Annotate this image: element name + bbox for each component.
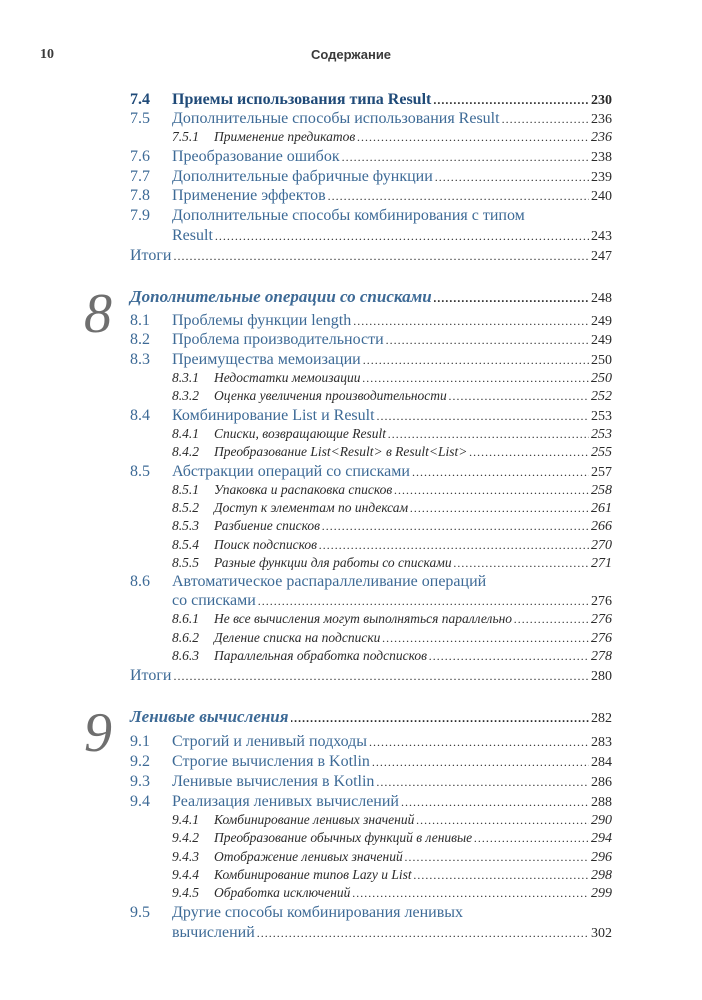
entry-number: 8.4 xyxy=(130,407,150,424)
dot-leader xyxy=(410,501,589,516)
dot-leader xyxy=(357,130,589,145)
dot-leader xyxy=(474,831,589,846)
toc-entry-continuation[interactable] xyxy=(130,924,612,944)
entry-title: со списками xyxy=(172,592,256,609)
dot-leader xyxy=(319,538,589,553)
entry-title: Автоматическое распараллеливание операций xyxy=(172,573,487,590)
toc-subentry[interactable] xyxy=(130,482,612,502)
dot-leader xyxy=(433,93,589,108)
entry-page: 252 xyxy=(591,389,612,404)
entry-number: 9.3 xyxy=(130,773,150,790)
toc-subentry[interactable] xyxy=(130,630,612,650)
entry-number: 8.2 xyxy=(130,331,150,348)
entry-page: 243 xyxy=(591,229,612,244)
dot-leader xyxy=(322,519,589,534)
entry-number: 8.3 xyxy=(130,351,150,368)
entry-number: 8.5.3 xyxy=(172,518,199,533)
entry-number: 9.4 xyxy=(130,793,150,810)
entry-number: 8.6.3 xyxy=(172,648,199,663)
dot-leader xyxy=(328,189,589,204)
entry-number: 8.5.5 xyxy=(172,555,199,570)
dot-leader xyxy=(215,229,589,244)
entry-title: Преимущества мемоизации xyxy=(172,351,361,368)
dot-leader xyxy=(353,314,589,329)
entry-number: 8.4.1 xyxy=(172,426,199,441)
dot-leader xyxy=(405,850,589,865)
entry-page: 286 xyxy=(591,775,612,790)
entry-page: 257 xyxy=(591,465,612,480)
entry-page: 288 xyxy=(591,795,612,810)
dot-leader xyxy=(257,926,589,941)
entry-title: Реализация ленивых вычислений xyxy=(172,793,399,810)
dot-leader xyxy=(369,735,589,750)
toc-entry[interactable] xyxy=(130,91,612,111)
entry-title: Строгие вычисления в Kotlin xyxy=(172,753,370,770)
dot-leader xyxy=(394,483,589,498)
entry-page: 283 xyxy=(591,735,612,750)
entry-page: 271 xyxy=(591,556,612,571)
dot-leader xyxy=(449,389,589,404)
entry-page: 250 xyxy=(591,371,612,386)
entry-page: 236 xyxy=(591,130,612,145)
entry-page: 236 xyxy=(591,112,612,127)
toc-subentry[interactable] xyxy=(130,370,612,390)
toc-entry[interactable] xyxy=(130,207,612,227)
toc-subentry[interactable] xyxy=(130,388,612,408)
dot-leader xyxy=(401,795,589,810)
entry-title: Комбинирование типов Lazy и List xyxy=(214,867,412,882)
entry-title: Обработка исключений xyxy=(214,885,351,900)
entry-title: Дополнительные фабричные функции xyxy=(172,168,433,185)
entry-number: 7.8 xyxy=(130,187,150,204)
entry-title: Поиск подсписков xyxy=(214,537,317,552)
entry-page: 276 xyxy=(591,612,612,627)
toc-subentry[interactable] xyxy=(130,426,612,446)
toc-chapter[interactable] xyxy=(130,287,612,309)
entry-title: Проблемы функции length xyxy=(172,312,352,329)
entry-page: 280 xyxy=(591,669,612,684)
entry-title: Разбиение списков xyxy=(214,518,320,533)
toc-subentry[interactable] xyxy=(130,537,612,557)
toc-entry[interactable] xyxy=(130,187,612,207)
dot-leader xyxy=(352,886,589,901)
entry-page: 270 xyxy=(591,538,612,553)
chapter-number: 8 xyxy=(84,283,112,345)
dot-leader xyxy=(412,465,589,480)
toc-entry[interactable] xyxy=(130,573,612,593)
entry-page: 249 xyxy=(591,314,612,329)
entry-title: Оценка увеличения производительности xyxy=(214,388,447,403)
entry-title: Деление списка на подсписки xyxy=(214,630,381,645)
entry-page: 230 xyxy=(591,93,612,108)
entry-title: Дополнительные способы использования Result xyxy=(172,110,500,127)
dot-leader xyxy=(372,755,589,770)
entry-title: Проблема производительности xyxy=(172,331,384,348)
entry-number: 7.6 xyxy=(130,148,150,165)
dot-leader xyxy=(388,427,589,442)
toc-subentry[interactable] xyxy=(130,867,612,887)
entry-number: 9.1 xyxy=(130,733,150,750)
entry-page: 247 xyxy=(591,249,612,264)
entry-title: Комбинирование List и Result xyxy=(172,407,375,424)
entry-page: 240 xyxy=(591,189,612,204)
entry-title: Списки, возвращающие Result xyxy=(214,426,387,441)
entry-page: 278 xyxy=(591,649,612,664)
dot-leader xyxy=(258,594,589,609)
toc-entry[interactable] xyxy=(130,331,612,351)
dot-leader xyxy=(454,556,589,571)
entry-title: Применение предикатов xyxy=(214,129,356,144)
entry-title: Преобразование ошибок xyxy=(172,148,340,165)
entry-number: 9.2 xyxy=(130,753,150,770)
entry-page: 276 xyxy=(591,631,612,646)
entry-title: Итоги xyxy=(130,667,172,684)
dot-leader xyxy=(416,813,589,828)
entry-page: 296 xyxy=(591,850,612,865)
entry-title: Строгий и ленивый подходы xyxy=(172,733,368,750)
toc-subentry[interactable] xyxy=(130,555,612,575)
chapter-page: 248 xyxy=(591,291,612,306)
entry-page: 302 xyxy=(591,926,612,941)
entry-page: 239 xyxy=(591,170,612,185)
entry-number: 9.4.4 xyxy=(172,867,199,882)
entry-title: Параллельная обработка подсписков xyxy=(214,648,428,663)
entry-title: Разные функции для работы со списками xyxy=(214,555,452,570)
chapter-number: 9 xyxy=(84,702,112,764)
toc-entry[interactable] xyxy=(130,793,612,813)
toc-entry-continuation[interactable] xyxy=(130,227,612,247)
toc-entry[interactable] xyxy=(130,463,612,483)
entry-page: 299 xyxy=(591,886,612,901)
entry-number: 8.6.2 xyxy=(172,630,199,645)
toc-chapter[interactable] xyxy=(130,707,612,729)
toc-subentry[interactable] xyxy=(130,648,612,668)
toc-entry[interactable] xyxy=(130,733,612,753)
chapter-title: Ленивые вычисления xyxy=(130,707,289,726)
entry-title: вычислений xyxy=(172,924,255,941)
entry-page: 253 xyxy=(591,409,612,424)
dot-leader xyxy=(469,445,589,460)
entry-title: Упаковка и распаковка списков xyxy=(214,482,393,497)
toc-subentry[interactable] xyxy=(130,885,612,905)
toc-entry[interactable] xyxy=(130,168,612,188)
entry-page: 298 xyxy=(591,868,612,883)
toc-entry[interactable] xyxy=(130,148,612,168)
dot-leader xyxy=(434,291,589,306)
entry-title: Абстракции операций со списками xyxy=(172,463,410,480)
entry-title: Итоги xyxy=(130,247,172,264)
entry-title: Ленивые вычисления в Kotlin xyxy=(172,773,375,790)
dot-leader xyxy=(386,333,589,348)
entry-title: Недостатки мемоизации xyxy=(214,370,361,385)
entry-page: 250 xyxy=(591,353,612,368)
entry-number: 7.7 xyxy=(130,168,150,185)
toc-subentry[interactable] xyxy=(130,129,612,149)
entry-title: Комбинирование ленивых значений xyxy=(214,812,415,827)
entry-number: 7.5.1 xyxy=(172,129,199,144)
entry-page: 255 xyxy=(591,445,612,460)
entry-page: 284 xyxy=(591,755,612,770)
chapter-page: 282 xyxy=(591,711,612,726)
toc-entry[interactable] xyxy=(130,407,612,427)
dot-leader xyxy=(377,409,589,424)
entry-title: Доступ к элементам по индексам xyxy=(214,500,409,515)
dot-leader xyxy=(376,775,589,790)
toc-subentry[interactable] xyxy=(130,444,612,464)
entry-page: 261 xyxy=(591,501,612,516)
page-number: 10 xyxy=(40,47,54,62)
entry-number: 7.5 xyxy=(130,110,150,127)
entry-title: Result xyxy=(172,227,213,244)
dot-leader xyxy=(342,150,589,165)
entry-number: 8.5.2 xyxy=(172,500,199,515)
entry-page: 253 xyxy=(591,427,612,442)
toc-entry[interactable] xyxy=(130,351,612,371)
toc-subentry[interactable] xyxy=(130,611,612,631)
dot-leader xyxy=(414,868,589,883)
entry-number: 8.5.4 xyxy=(172,537,199,552)
dot-leader xyxy=(382,631,589,646)
toc-subentry[interactable] xyxy=(130,849,612,869)
toc-entry[interactable] xyxy=(130,312,612,332)
entry-page: 238 xyxy=(591,150,612,165)
entry-title: Не все вычисления могут выполняться параллельно xyxy=(214,611,513,626)
entry-title: Преобразование List<Result> в Result<List> xyxy=(214,444,468,459)
toc-entry[interactable] xyxy=(130,110,612,130)
dot-leader xyxy=(291,711,589,726)
entry-number: 8.6 xyxy=(130,573,150,590)
dot-leader xyxy=(362,371,589,386)
entry-page: 249 xyxy=(591,333,612,348)
toc-entry[interactable] xyxy=(130,753,612,773)
entry-number: 8.3.2 xyxy=(172,388,199,403)
entry-page: 276 xyxy=(591,594,612,609)
entry-title: Применение эффектов xyxy=(172,187,326,204)
running-title: Содержание xyxy=(310,47,392,62)
toc-entry[interactable] xyxy=(130,773,612,793)
entry-title: Дополнительные способы комбинирования с типом xyxy=(172,207,525,224)
entry-page: 266 xyxy=(591,519,612,534)
dot-leader xyxy=(363,353,589,368)
entry-number: 9.4.1 xyxy=(172,812,199,827)
chapter-title: Дополнительные операции со списками xyxy=(130,287,432,306)
toc-entry[interactable] xyxy=(130,904,612,924)
dot-leader xyxy=(502,112,589,127)
entry-number: 8.5.1 xyxy=(172,482,199,497)
entry-page: 294 xyxy=(591,831,612,846)
entry-number: 8.6.1 xyxy=(172,611,199,626)
dot-leader xyxy=(173,669,589,684)
entry-title: Преобразование обычных функций в ленивые xyxy=(214,830,473,845)
entry-number: 8.5 xyxy=(130,463,150,480)
toc-subentry[interactable] xyxy=(130,830,612,850)
toc-subentry[interactable] xyxy=(130,500,612,520)
entry-page: 290 xyxy=(591,813,612,828)
entry-number: 9.4.2 xyxy=(172,830,199,845)
entry-title: Другие способы комбинирования ленивых xyxy=(172,904,464,921)
entry-number: 9.5 xyxy=(130,904,150,921)
dot-leader xyxy=(429,649,589,664)
entry-title: Приемы использования типа Result xyxy=(172,91,432,108)
entry-number: 7.9 xyxy=(130,207,150,224)
entry-number: 9.4.5 xyxy=(172,885,199,900)
entry-number: 8.1 xyxy=(130,312,150,329)
entry-number: 7.4 xyxy=(130,91,150,108)
toc-summary[interactable] xyxy=(130,667,612,687)
dot-leader xyxy=(173,249,589,264)
toc-subentry[interactable] xyxy=(130,518,612,538)
dot-leader xyxy=(514,612,589,627)
toc-summary[interactable] xyxy=(130,247,612,267)
entry-title: Отображение ленивых значений xyxy=(214,849,403,864)
dot-leader xyxy=(435,170,589,185)
entry-number: 8.3.1 xyxy=(172,370,199,385)
toc-subentry[interactable] xyxy=(130,812,612,832)
entry-number: 8.4.2 xyxy=(172,444,199,459)
entry-page: 258 xyxy=(591,483,612,498)
entry-number: 9.4.3 xyxy=(172,849,199,864)
toc-entry-continuation[interactable] xyxy=(130,592,612,612)
